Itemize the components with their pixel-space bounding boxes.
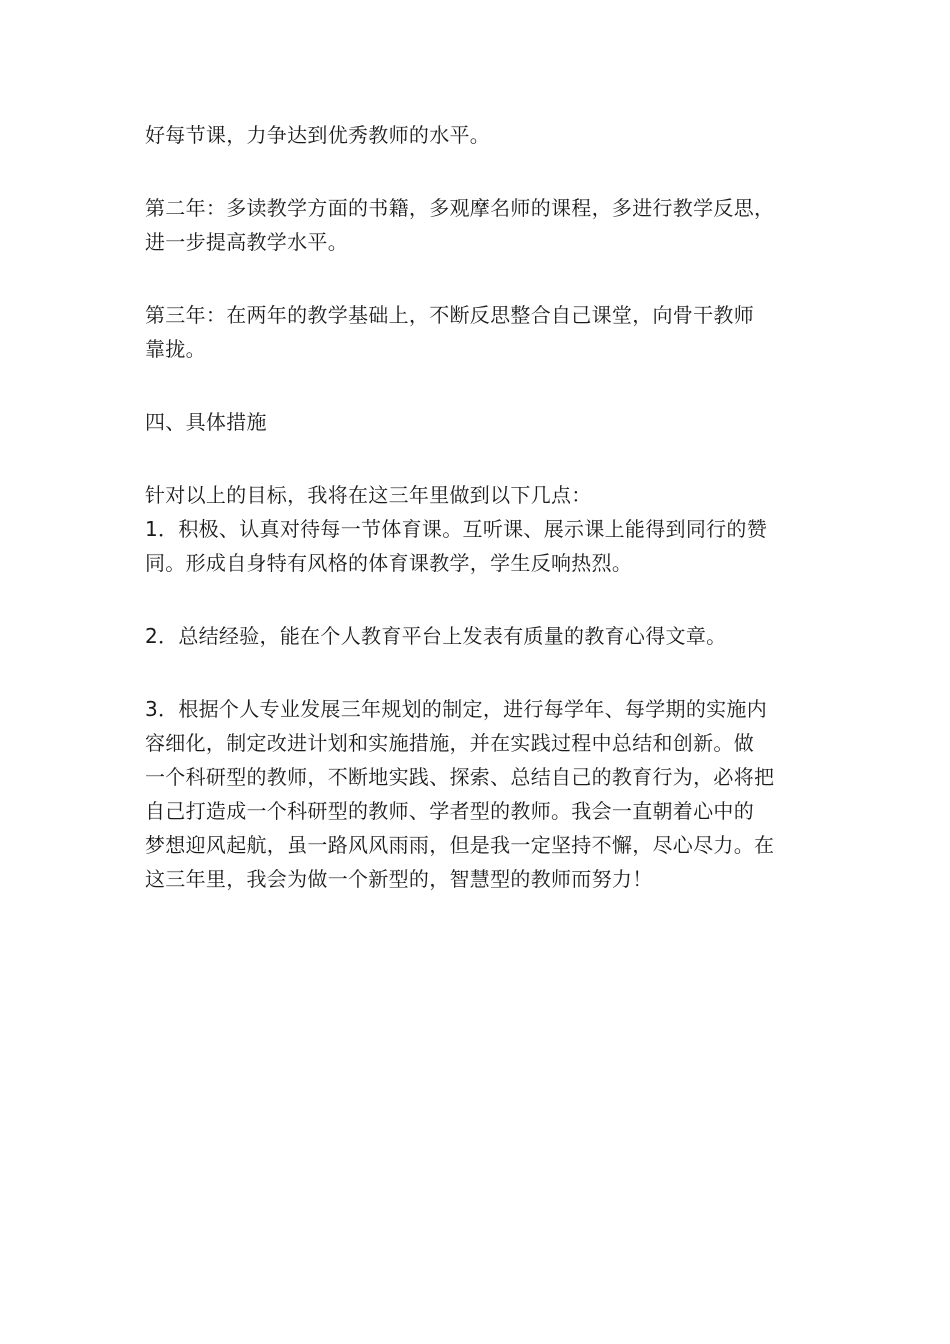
text-line: 好每节课，力争达到优秀教师的水平。: [145, 123, 491, 147]
text-line: 第二年：多读教学方面的书籍，多观摩名师的课程，多进行教学反思，: [145, 196, 775, 220]
paragraph-spacer: [145, 152, 810, 191]
text-line: 2．总结经验，能在个人教育平台上发表有质量的教育心得文章。: [145, 624, 727, 648]
text-line: 一个科研型的教师，不断地实践、探索、总结自己的教育行为，必将把: [145, 765, 775, 789]
document-body: [145, 118, 810, 896]
paragraph-year-three: [145, 298, 810, 366]
paragraph-measure-three: [145, 692, 810, 896]
paragraph-goal-year-one-end: [145, 118, 810, 152]
paragraph-year-two: [145, 191, 810, 259]
paragraph-spacer: [145, 580, 810, 619]
text-line: 同。形成自身特有风格的体育课教学，学生反响热烈。: [145, 551, 633, 575]
text-line: 容细化，制定改进计划和实施措施，并在实践过程中总结和创新。做: [145, 731, 754, 755]
text-line: 1．积极、认真对待每一节体育课。互听课、展示课上能得到同行的赞: [145, 517, 768, 541]
text-line: 进一步提高教学水平。: [145, 230, 348, 254]
section-heading-measures: [145, 405, 810, 439]
text-line: 针对以上的目标，我将在这三年里做到以下几点：: [145, 483, 592, 507]
section-heading: 四、具体措施: [145, 410, 267, 434]
text-line: 3．根据个人专业发展三年规划的制定，进行每学年、每学期的实施内: [145, 697, 768, 721]
paragraph-spacer: [145, 259, 810, 298]
text-line: 靠拢。: [145, 337, 206, 361]
text-line: 自己打造成一个科研型的教师、学者型的教师。我会一直朝着心中的: [145, 799, 754, 823]
text-line: 第三年：在两年的教学基础上，不断反思整合自己课堂，向骨干教师: [145, 303, 754, 327]
paragraph-measure-two: [145, 619, 810, 653]
paragraph-spacer: [145, 366, 810, 405]
text-line: 梦想迎风起航，虽一路风风雨雨，但是我一定坚持不懈，尽心尽力。在: [145, 833, 775, 857]
text-line: 这三年里，我会为做一个新型的，智慧型的教师而努力！: [145, 867, 653, 891]
paragraph-spacer: [145, 439, 810, 478]
paragraph-measures-intro: [145, 478, 810, 580]
paragraph-spacer: [145, 653, 810, 692]
